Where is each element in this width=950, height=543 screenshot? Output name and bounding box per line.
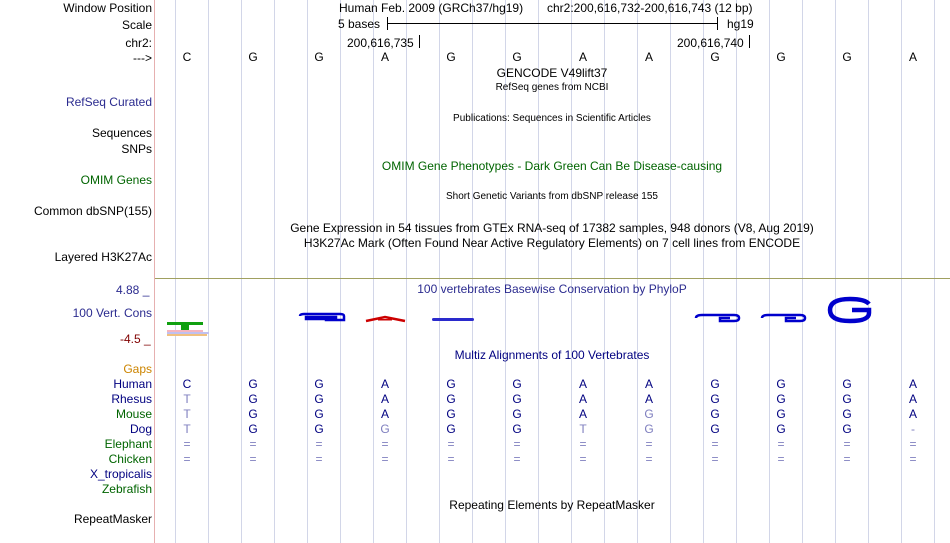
reference-base: C [182,50,192,64]
alignment-base: = [249,452,257,466]
gridline [670,0,671,543]
h3k27ac-track-label[interactable]: Layered H3K27Ac [54,250,152,264]
alignment-base: G [842,377,852,391]
alignment-base: - [911,422,915,436]
refseq-track-label[interactable]: RefSeq Curated [65,95,152,109]
gridline [439,0,440,543]
gridline [901,0,902,543]
position-readout: chr2:200,616,732-200,616,743 (12 bp) [547,1,753,15]
alignment-base: = [249,437,257,451]
alignment-base: A [380,407,390,421]
alignment-base: = [579,452,587,466]
alignment-base: = [711,452,719,466]
alignment-base: = [711,437,719,451]
publications-track-title[interactable]: Publications: Sequences in Scientific Articles [453,113,651,124]
gridline [868,0,869,543]
alignment-base: = [777,452,785,466]
snps-track-label[interactable]: SNPs [121,142,152,156]
conservation-logo-a-1 [366,317,405,321]
alignment-base: T [579,422,587,436]
scale-bases-label: 5 bases [338,17,381,31]
alignment-base: = [909,452,917,466]
species-label[interactable]: Rhesus [111,392,152,406]
alignment-base: G [446,377,456,391]
dbsnp-track-title[interactable]: Short Genetic Variants from dbSNP release 155 [446,191,658,202]
gridline [241,0,242,543]
gaps-label: Gaps [123,362,152,376]
alignment-base: G [446,392,456,406]
window-position-label: Window Position [63,1,152,15]
gridline [637,0,638,543]
species-label[interactable]: Mouse [115,407,152,421]
alignment-base: A [578,392,588,406]
alignment-base: = [777,437,785,451]
alignment-base: A [908,407,918,421]
coord-left-label: 200,616,735 [347,36,414,50]
alignment-base: = [447,452,455,466]
scale-label: Scale [121,18,152,32]
species-label[interactable]: Dog [129,422,152,436]
alignment-base: = [183,452,191,466]
alignment-base: A [644,377,654,391]
coord-right-tick [749,35,750,48]
gridline [736,0,737,543]
reference-base: G [776,50,786,64]
gridline [373,0,374,543]
reference-base: A [644,50,654,64]
alignment-base: G [710,377,720,391]
alignment-base: G [248,422,258,436]
species-label[interactable]: Human [113,377,152,391]
species-label[interactable]: X_tropicalis [89,467,152,481]
alignment-base: G [314,407,324,421]
alignment-base: = [447,437,455,451]
alignment-base: G [314,422,324,436]
alignment-base: G [842,407,852,421]
alignment-base: G [314,392,324,406]
alignment-base: G [380,422,390,436]
phylop-track-title[interactable]: 100 vertebrates Basewise Conservation by PhyloP [417,282,687,296]
alignment-base: = [513,437,521,451]
alignment-base: = [513,452,521,466]
reference-base: G [842,50,852,64]
alignment-base: T [183,407,191,421]
omim-track-title[interactable]: OMIM Gene Phenotypes - Dark Green Can Be Disease-causing [381,159,723,173]
reference-base: G [314,50,324,64]
gridline [769,0,770,543]
alignment-base: T [183,392,191,406]
alignment-base: A [644,392,654,406]
gridline [208,0,209,543]
strand-label: ---> [133,51,152,65]
alignment-base: G [710,407,720,421]
scale-bar-right-tick [717,17,718,30]
alignment-base: G [644,422,654,436]
alignment-base: G [842,422,852,436]
h3k27ac-track-title[interactable]: H3K27Ac Mark (Often Found Near Active Regulatory Elements) on 7 cell lines from ENCODE [303,236,801,250]
scale-bar-left-tick [387,17,388,30]
dbsnp-track-label[interactable]: Common dbSNP(155) [33,204,152,218]
reference-base: G [512,50,522,64]
alignment-base: G [512,407,522,421]
species-label[interactable]: Elephant [104,437,152,451]
alignment-base: = [381,437,389,451]
alignment-base: A [578,377,588,391]
alignment-base: C [182,377,192,391]
alignment-base: G [842,392,852,406]
label-column-divider [154,0,155,543]
reference-base: A [380,50,390,64]
alignment-base: = [579,437,587,451]
conservation-track-label[interactable]: 100 Vert. Cons [72,306,152,320]
conservation-max-label: 4.88 _ [116,283,150,297]
alignment-base: = [315,437,323,451]
alignment-base: A [908,377,918,391]
gridline [934,0,935,543]
reference-base: G [710,50,720,64]
refseq-track-subtitle[interactable]: RefSeq genes from NCBI [495,82,609,93]
alignment-base: = [909,437,917,451]
assembly-label: Human Feb. 2009 (GRCh37/hg19) [339,1,524,15]
scale-db-label: hg19 [727,17,754,31]
coord-left-tick [419,35,420,48]
alignment-base: = [645,437,653,451]
gridline [307,0,308,543]
gridline [835,0,836,543]
alignment-base: = [381,452,389,466]
alignment-base: G [248,377,258,391]
alignment-base: G [776,422,786,436]
alignment-base: G [776,392,786,406]
alignment-base: A [908,392,918,406]
repeatmasker-track-title[interactable]: Repeating Elements by RepeatMasker [449,498,655,512]
reference-base: G [248,50,258,64]
alignment-base: = [843,452,851,466]
alignment-base: A [578,407,588,421]
alignment-base: G [248,407,258,421]
alignment-base: T [183,422,191,436]
reference-base: G [446,50,456,64]
conservation-logo-column-1 [167,322,209,336]
sequences-track-label[interactable]: Sequences [91,126,152,140]
reference-base: A [908,50,918,64]
alignment-base: = [645,452,653,466]
alignment-base: = [843,437,851,451]
alignment-base: G [644,407,654,421]
gridline [340,0,341,543]
alignment-base: = [183,437,191,451]
alignment-base: G [446,407,456,421]
omim-track-label[interactable]: OMIM Genes [80,173,152,187]
coord-right-label: 200,616,740 [677,36,744,50]
alignment-base: G [512,377,522,391]
multiz-track-title[interactable]: Multiz Alignments of 100 Vertebrates [454,348,650,362]
species-label[interactable]: Zebrafish [101,482,152,496]
gridline [472,0,473,543]
gridline [274,0,275,543]
scale-bar [387,23,718,24]
alignment-base: G [314,377,324,391]
repeatmasker-track-label[interactable]: RepeatMasker [73,512,152,526]
gridline [802,0,803,543]
alignment-base: G [512,422,522,436]
alignment-base: = [315,452,323,466]
gridline [703,0,704,543]
gencode-track-title[interactable]: GENCODE V49lift37 [496,66,608,80]
alignment-base: A [380,377,390,391]
species-label[interactable]: Chicken [108,452,152,466]
track-group-divider [155,278,950,279]
alignment-base: A [380,392,390,406]
chrom-label: chr2: [125,36,152,50]
reference-base: A [578,50,588,64]
alignment-base: G [776,377,786,391]
gtex-track-title[interactable]: Gene Expression in 54 tissues from GTEx RNA-seq of 17382 samples, 948 donors (V8, Aug 2019) [290,221,814,235]
conservation-min-label: -4.5 _ [120,332,151,346]
gridline [175,0,176,543]
alignment-base: G [512,392,522,406]
alignment-base: G [248,392,258,406]
alignment-base: G [446,422,456,436]
alignment-base: G [710,392,720,406]
alignment-base: G [776,407,786,421]
alignment-base: G [710,422,720,436]
gridline [406,0,407,543]
